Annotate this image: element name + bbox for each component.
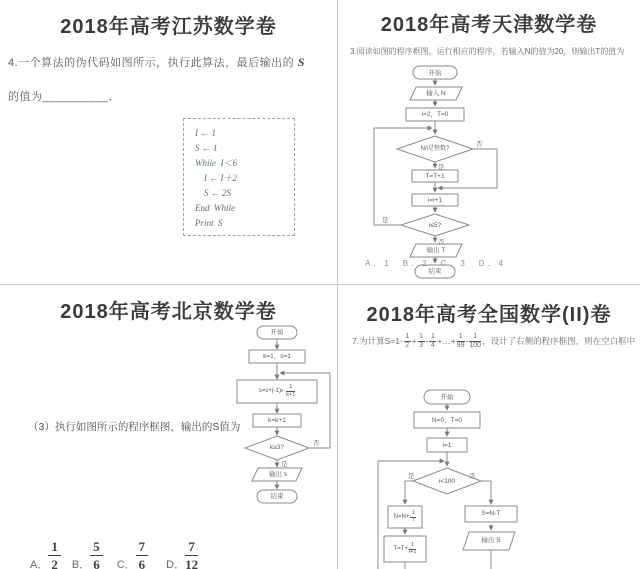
option-a (30, 540, 61, 569)
label-no: 否 (476, 141, 483, 148)
flow-output-s: 输出 s (268, 471, 288, 478)
option-fraction: 1 2 (48, 540, 61, 569)
label-yes: 是 (281, 461, 288, 468)
flow-end: 结束 (270, 493, 284, 500)
flow-init: k=1，s=1 (263, 353, 291, 360)
fraction: $\frac{1}{i+1}$ (408, 541, 417, 555)
panel-beijing (0, 285, 337, 569)
panel-title-jiangsu: 2018年高考江苏数学卷 (60, 16, 277, 38)
flow-k-increment: k=k+1 (268, 417, 286, 424)
flow-start: 开始 (428, 70, 442, 77)
flow-output-t: 输出 T (426, 247, 446, 254)
fraction: $\frac{1}{i}$ (411, 509, 415, 523)
panel-title-tianjin: 2018年高考天津数学卷 (380, 14, 598, 36)
operator: - (465, 336, 469, 346)
question-text: 4.一个算法的伪代码如图所示，执行此算法，最后输出的 (8, 57, 295, 69)
flow-start: 开始 (440, 394, 454, 401)
flow-n-update: N=N+ $\frac{1}{i}$ (393, 509, 415, 523)
pseudocode-box (183, 118, 295, 236)
question-text: 3.阅读如图的程序框图，运行相应的程序，若输入N的值为20，则输出T的值为 (350, 47, 625, 56)
label-no: 否 (438, 239, 445, 246)
operator: +…+ (437, 336, 456, 346)
pseudocode-line: End While (195, 203, 235, 213)
flow-t-update: T=T+ $\frac{1}{i+1}$ (393, 541, 417, 555)
flow-s-compute: S=N-T (481, 510, 501, 517)
label-no: 否 (313, 440, 320, 447)
panel-national2 (338, 285, 640, 569)
flow-start: 开始 (270, 329, 284, 336)
fraction: $\frac{1}{99}$ (456, 333, 465, 349)
formula-prefix: s=s+(-1) (258, 388, 282, 395)
question-suffix: ，设计了右侧的程序框图，则在空白框中 (482, 336, 636, 346)
question-text-line2 (8, 88, 120, 104)
flow-i-increment: i=i+1 (427, 197, 443, 204)
flow-init: i=2，T=0 (421, 111, 449, 118)
pseudocode-line: S ← 2S (195, 188, 231, 198)
flow-cond-k: k≥3? (269, 444, 285, 451)
label-yes: 是 (408, 473, 415, 480)
option-d (166, 540, 198, 569)
pseudocode-line: I ← 1 (195, 128, 216, 138)
flow-cond-integer: N/i是整数? (420, 146, 450, 152)
question-text: （3）执行如图所示的程序框图，输出的S值为 (28, 421, 241, 433)
label-no: 否 (469, 473, 476, 480)
question-text-line1 (8, 54, 305, 70)
option-label: B． (71, 559, 91, 569)
pseudocode-line: S ← 1 (195, 143, 218, 153)
formula-dot: · (283, 388, 286, 395)
question-text (352, 333, 640, 349)
flow-end: 结束 (428, 268, 442, 275)
label-yes: 是 (382, 217, 389, 224)
pseudocode-line: Print S (195, 218, 223, 228)
answer-options-row (30, 540, 198, 569)
formula-exponent: k (281, 388, 284, 394)
panel-tianjin (338, 0, 640, 284)
flow-init: N=0，T=0 (432, 417, 462, 424)
flow-i-init: i=1 (442, 442, 452, 449)
flow-input-n: 输入 N (426, 90, 446, 97)
flow-cond-i-lt-100: i<100 (438, 478, 456, 485)
fraction: $\frac{1}{100}$ (469, 333, 482, 349)
flowchart-national2 (372, 388, 607, 569)
flow-sum-formula (237, 380, 317, 403)
flow-t-increment: T=T+1 (425, 173, 445, 180)
option-label: C． (116, 559, 136, 569)
option-label: D． (166, 559, 186, 569)
flow-output-s: 输出 S (481, 537, 501, 544)
panel-title-beijing: 2018年高考北京数学卷 (60, 301, 277, 323)
option-b (72, 540, 103, 569)
question-text: 的值为 (8, 91, 43, 103)
option-fraction: 5 6 (90, 540, 103, 569)
option-label: A． (30, 559, 49, 569)
answer-options: A．1 B．2 C．3 D．4 (365, 259, 507, 268)
option-fraction: 7 12 (185, 539, 199, 569)
fraction: $\frac{1}{3}$ (419, 333, 424, 349)
label-yes: 是 (438, 164, 445, 171)
operator: + (411, 336, 417, 346)
flow-cond-i-le-5: i≤5? (428, 222, 442, 229)
pseudocode-line: I ← I＋2 (195, 173, 237, 183)
option-fraction: 7 6 (136, 540, 149, 569)
flowchart-tianjin (360, 62, 530, 284)
answer-blank: __________． (42, 91, 121, 103)
formula-fraction: $\frac{1}{k+1}$ (286, 384, 296, 398)
pseudocode-line: While I＜6 (195, 158, 237, 168)
fraction: $\frac{1}{4}$ (430, 333, 435, 349)
fraction: $\frac{1}{2}$ (405, 333, 410, 349)
variable-s: S (297, 55, 305, 69)
question-prefix: 7.为计算S=1- (352, 336, 403, 346)
panel-jiangsu (0, 0, 337, 284)
operator: - (425, 336, 429, 346)
flowchart-beijing (222, 322, 337, 522)
option-c (117, 540, 148, 569)
panel-title-national2: 2018年高考全国数学(II)卷 (366, 304, 612, 326)
